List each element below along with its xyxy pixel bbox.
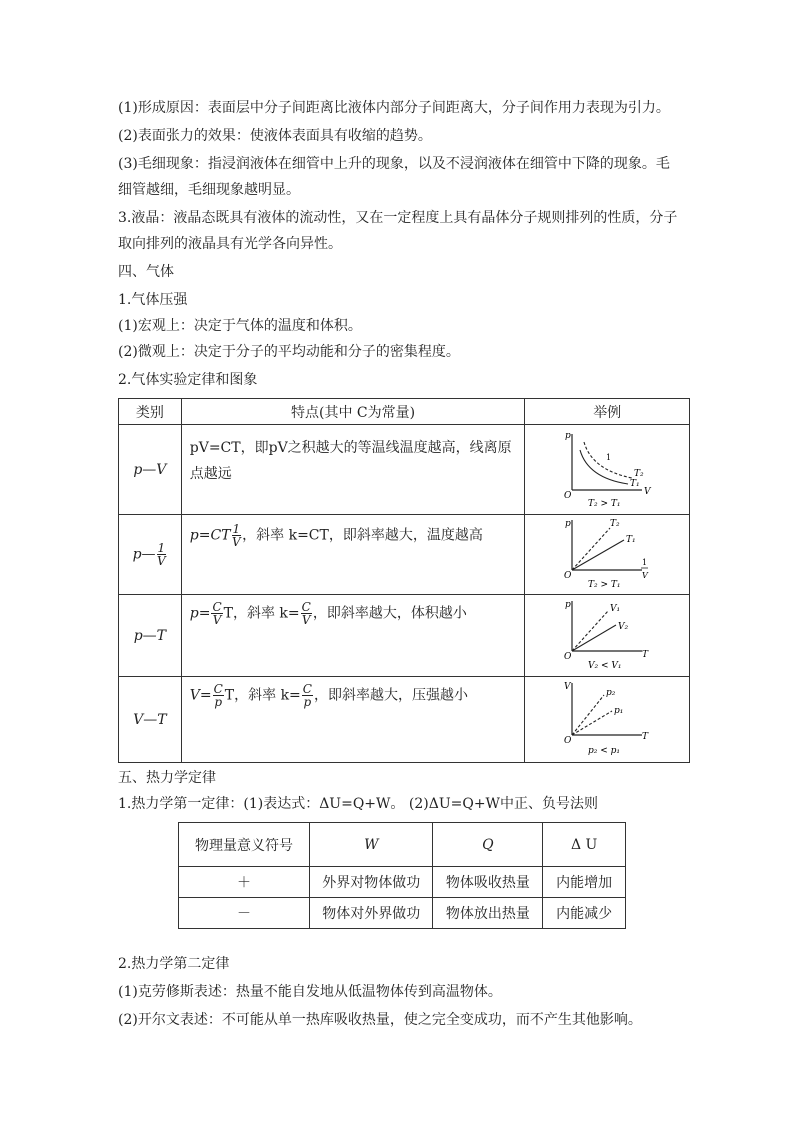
table-cell: 物体放出热量 bbox=[433, 898, 543, 929]
pv-isotherm-graph bbox=[562, 428, 652, 508]
fraction-den: V bbox=[231, 535, 241, 549]
table-row bbox=[179, 898, 626, 929]
fraction-num: 1 bbox=[157, 541, 166, 555]
curve-label: 1 bbox=[606, 452, 612, 462]
origin-label: O bbox=[564, 570, 572, 581]
axis-label: p bbox=[565, 518, 571, 529]
axis-label: V bbox=[644, 486, 651, 497]
axis-label: p bbox=[565, 430, 571, 441]
feature-text: ，即斜率越大，体积越小 bbox=[312, 605, 467, 622]
fraction-num: C bbox=[212, 600, 222, 614]
table-row bbox=[179, 867, 626, 898]
graph-caption: p₂ < p₁ bbox=[588, 745, 621, 756]
table-cell: 内能减少 bbox=[543, 898, 626, 929]
category-cell: V—T bbox=[119, 677, 182, 763]
table-row bbox=[119, 595, 690, 677]
text-line: (1)克劳修斯表述：热量不能自发地从低温物体传到高温物体。 bbox=[118, 984, 502, 1000]
axis-label: p bbox=[565, 599, 571, 610]
curve-label: T₁ bbox=[630, 478, 640, 489]
origin-label: O bbox=[564, 735, 572, 746]
example-cell bbox=[525, 515, 690, 595]
table-header: 物理量意义符号 bbox=[179, 823, 310, 867]
fraction bbox=[157, 542, 167, 567]
origin-label: O bbox=[564, 490, 572, 501]
axis-label: 1 bbox=[642, 557, 648, 567]
graph-caption: T₂ > T₁ bbox=[588, 498, 621, 508]
sign-rule-table bbox=[178, 822, 626, 929]
p-invV-graph bbox=[562, 516, 652, 590]
fraction bbox=[301, 601, 312, 626]
axis-label: V bbox=[642, 570, 648, 580]
line-label: T₁ bbox=[626, 534, 636, 545]
graph-caption: T₂ > T₁ bbox=[588, 579, 621, 590]
feature-cell: pV=CT，即pV之积越大的等温线温度越高，线离原点越远 bbox=[181, 425, 525, 515]
text-line: (1)形成原因：表面层中分子间距离比液体内部分子间距离大，分子间作用力表现为引力。 bbox=[118, 100, 670, 116]
subsection-heading: 2.气体实验定律和图象 bbox=[118, 372, 258, 388]
table-cell: ＋ bbox=[179, 867, 310, 898]
table-header: 特点(其中 C为常量) bbox=[181, 399, 525, 425]
line-label: V₁ bbox=[610, 603, 621, 614]
text-line: (3)毛细现象：指浸润液体在细管中上升的现象，以及不浸润液体在细管中下降的现象。毛 bbox=[118, 156, 670, 172]
fraction-den: p bbox=[303, 695, 312, 709]
table-row bbox=[119, 515, 690, 595]
formula-text: V= bbox=[189, 687, 212, 704]
line-label: p₂ bbox=[606, 687, 616, 698]
feature-text: ，斜率 k=CT，即斜率越大，温度越高 bbox=[242, 527, 483, 544]
text-line: (2)微观上：决定于分子的平均动能和分子的密集程度。 bbox=[118, 344, 460, 360]
table-header: Δ U bbox=[543, 823, 626, 867]
formula-text: p=CT bbox=[189, 527, 231, 544]
graph-caption: V₂ < V₁ bbox=[588, 660, 622, 671]
p-T-graph bbox=[562, 597, 652, 671]
feature-cell bbox=[181, 595, 525, 677]
gas-law-table bbox=[118, 398, 690, 763]
feature-text: T，斜率 k= bbox=[224, 687, 301, 704]
category-cell bbox=[119, 515, 182, 595]
section-heading: 四、气体 bbox=[118, 264, 174, 280]
curve-label: T₂ bbox=[634, 468, 644, 479]
table-header: W bbox=[310, 823, 433, 867]
category-text: p— bbox=[132, 546, 156, 563]
category-cell: p—T bbox=[119, 595, 182, 677]
axis-label: T bbox=[642, 731, 649, 742]
axis-label: T bbox=[642, 649, 649, 660]
fraction bbox=[232, 523, 242, 548]
feature-cell bbox=[181, 515, 525, 595]
fraction-num: 1 bbox=[232, 522, 241, 536]
text-line: 细管越细，毛细现象越明显。 bbox=[118, 182, 300, 198]
table-row bbox=[119, 677, 690, 763]
fraction bbox=[302, 683, 313, 708]
text-line: (2)表面张力的效果：使液体表面具有收缩的趋势。 bbox=[118, 128, 432, 144]
table-header: Q bbox=[433, 823, 543, 867]
fraction bbox=[213, 683, 224, 708]
line-label: T₂ bbox=[610, 518, 620, 529]
table-cell: 物体对外界做功 bbox=[310, 898, 433, 929]
V-T-graph bbox=[562, 679, 652, 757]
feature-cell bbox=[181, 677, 525, 763]
origin-label: O bbox=[564, 651, 572, 662]
fraction bbox=[211, 601, 222, 626]
example-cell bbox=[525, 677, 690, 763]
formula-text: p= bbox=[189, 605, 211, 622]
fraction-den: V bbox=[212, 613, 222, 627]
fraction-num: C bbox=[302, 682, 312, 696]
table-row bbox=[119, 425, 690, 515]
feature-text: ，即斜率越大，压强越小 bbox=[313, 687, 468, 704]
text-line: 取向排列的液晶具有光学各向异性。 bbox=[118, 236, 342, 252]
fraction-num: C bbox=[301, 600, 311, 614]
subsection-heading: 1.热力学第一定律：(1)表达式：ΔU=Q+W。 (2)ΔU=Q+W中正、负号法则 bbox=[118, 796, 598, 812]
section-heading: 五、热力学定律 bbox=[118, 770, 216, 786]
fraction-den: V bbox=[157, 554, 166, 568]
fraction-num: C bbox=[213, 682, 223, 696]
text-line: 3.液晶：液晶态既具有液体的流动性，又在一定程度上具有晶体分子规则排列的性质，分子 bbox=[118, 210, 678, 226]
feature-text: T，斜率 k= bbox=[223, 605, 300, 622]
table-header: 举例 bbox=[525, 399, 690, 425]
line-label: V₂ bbox=[618, 621, 629, 632]
table-cell: 物体吸收热量 bbox=[433, 867, 543, 898]
category-cell: p—V bbox=[119, 425, 182, 515]
text-line: (2)开尔文表述：不可能从单一热库吸收热量，使之完全变成功，而不产生其他影响。 bbox=[118, 1012, 642, 1028]
example-cell bbox=[525, 595, 690, 677]
table-cell: 外界对物体做功 bbox=[310, 867, 433, 898]
table-cell: 内能增加 bbox=[543, 867, 626, 898]
table-cell: － bbox=[179, 898, 310, 929]
axis-label: V bbox=[564, 681, 571, 692]
line-label: p₁ bbox=[614, 705, 624, 716]
table-header: 类别 bbox=[119, 399, 182, 425]
subsection-heading: 2.热力学第二定律 bbox=[118, 956, 230, 972]
text-line: (1)宏观上：决定于气体的温度和体积。 bbox=[118, 318, 362, 334]
fraction-den: p bbox=[214, 695, 223, 709]
fraction-den: V bbox=[301, 613, 311, 627]
example-cell bbox=[525, 425, 690, 515]
subsection-heading: 1.气体压强 bbox=[118, 292, 188, 308]
